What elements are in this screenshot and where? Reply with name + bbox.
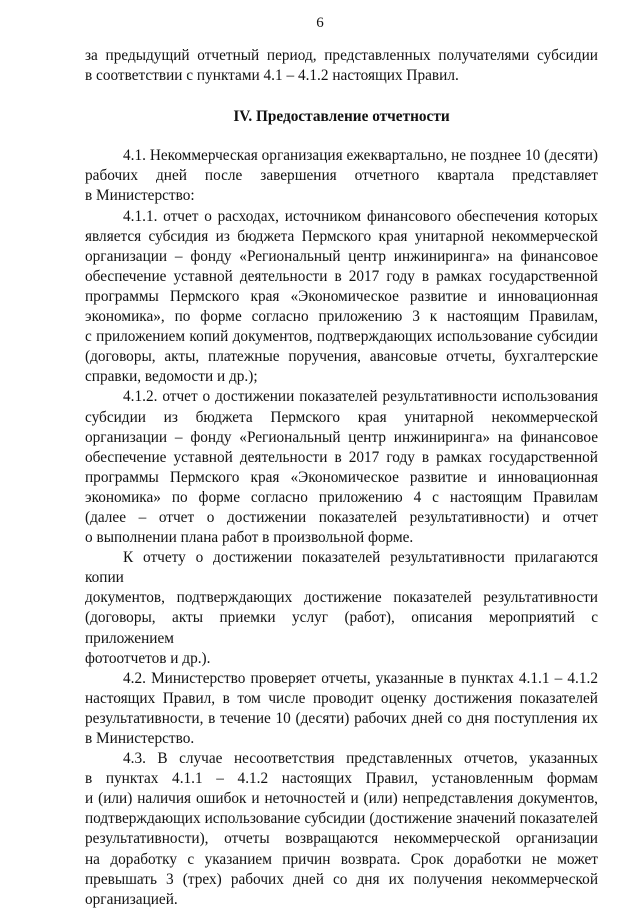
text-line: подтверждающих использование субсидии (достижение значений показателей xyxy=(85,810,598,828)
text-line: обеспечение уставной деятельности в 2017 году в рамках государственной xyxy=(85,448,598,466)
document-body xyxy=(85,46,598,910)
paragraph-4-1-1 xyxy=(85,207,598,388)
text-line: организации – фонду «Региональный центр инжиниринга» на финансовое xyxy=(85,247,598,265)
paragraph-4-1 xyxy=(85,146,598,206)
text-line: в Министерство. xyxy=(85,730,195,747)
text-line: в пунктах 4.1.1 – 4.1.2 настоящих Правил, установленным формам xyxy=(85,770,598,788)
text-line: в Министерство: xyxy=(85,187,195,205)
text-line: результативности, в течение 10 (десяти) рабочих дней со дня поступления их xyxy=(85,709,598,727)
text-line: 4.1.1. отчет о расходах, источником финансового обеспечения которых xyxy=(123,207,598,225)
text-line: 4.3. В случае несоответствия представленных отчетов, указанных xyxy=(123,750,598,768)
text-line: справки, ведомости и др.); xyxy=(85,368,258,386)
paragraph-4-1-2 xyxy=(85,387,598,548)
text-line: результативности), отчеты возвращаются некоммерческой организации xyxy=(85,830,598,848)
text-line: с приложением копий документов, подтверждающих использование субсидии xyxy=(85,328,598,346)
text-line: 4.1.2. отчет о достижении показателей результативности использования xyxy=(123,388,598,406)
text-line: экономика» по форме согласно приложению 4 с настоящим Правилам xyxy=(85,488,598,506)
page-number: 6 xyxy=(316,15,324,31)
text-line: документов, подтверждающих достижение показателей результативности xyxy=(85,589,598,607)
text-line: в соответствии с пунктами 4.1 – 4.1.2 настоящих Правил. xyxy=(85,67,459,85)
text-line: рабочих дней после завершения отчетного квартала представляет xyxy=(85,167,598,185)
text-line: за предыдущий отчетный период, представленных получателями субсидии xyxy=(85,47,598,64)
text-line: экономика», по форме согласно приложению 3 к настоящим Правилам, xyxy=(85,308,598,326)
text-line: (договоры, акты приемки услуг (работ), описания мероприятий с приложением xyxy=(85,609,598,647)
paragraph-attachments xyxy=(85,548,598,669)
text-line: (далее – отчет о достижении показателей результативности) и отчет xyxy=(85,508,598,526)
intro-paragraph xyxy=(85,46,598,86)
text-line: 4.1. Некоммерческая организация ежеквартально, не позднее 10 (десяти) xyxy=(123,147,598,165)
text-line: программы Пермского края «Экономическое развитие и инновационная xyxy=(85,468,598,486)
text-line: о выполнении плана работ в произвольной форме. xyxy=(85,529,414,547)
text-line: превышать 3 (трех) рабочих дней со дня их получения некоммерческой xyxy=(85,870,598,888)
text-line: 4.2. Министерство проверяет отчеты, указанные в пунктах 4.1.1 – 4.1.2 xyxy=(123,669,598,687)
paragraph-4-2 xyxy=(85,669,598,749)
text-line: организацией. xyxy=(85,890,178,908)
text-line: и (или) наличия ошибок и неточностей и (или) непредставления документов, xyxy=(85,790,598,808)
text-line: фотоотчетов и др.). xyxy=(85,649,211,667)
text-line: организации – фонду «Региональный центр инжиниринга» на финансовое xyxy=(85,428,598,446)
text-line: на доработку с указанием причин возврата. Срок доработки не может xyxy=(85,850,598,868)
text-line: субсидии из бюджета Пермского края унитарной некоммерческой xyxy=(85,408,598,426)
text-line: К отчету о достижении показателей результативности прилагаются копии xyxy=(85,549,598,587)
text-line: является субсидия из бюджета Пермского края унитарной некоммерческой xyxy=(85,227,598,245)
text-line: (договоры, акты, платежные поручения, авансовые отчеты, бухгалтерские xyxy=(85,348,598,366)
section-heading: IV. Предоставление отчетности xyxy=(233,108,450,126)
text-line: программы Пермского края «Экономическое развитие и инновационная xyxy=(85,287,598,305)
paragraph-4-3 xyxy=(85,749,598,910)
text-line: обеспечение уставной деятельности в 2017 году в рамках государственной xyxy=(85,267,598,285)
text-line: настоящих Правил, в том числе проводит оценку достижения показателей xyxy=(85,689,598,707)
